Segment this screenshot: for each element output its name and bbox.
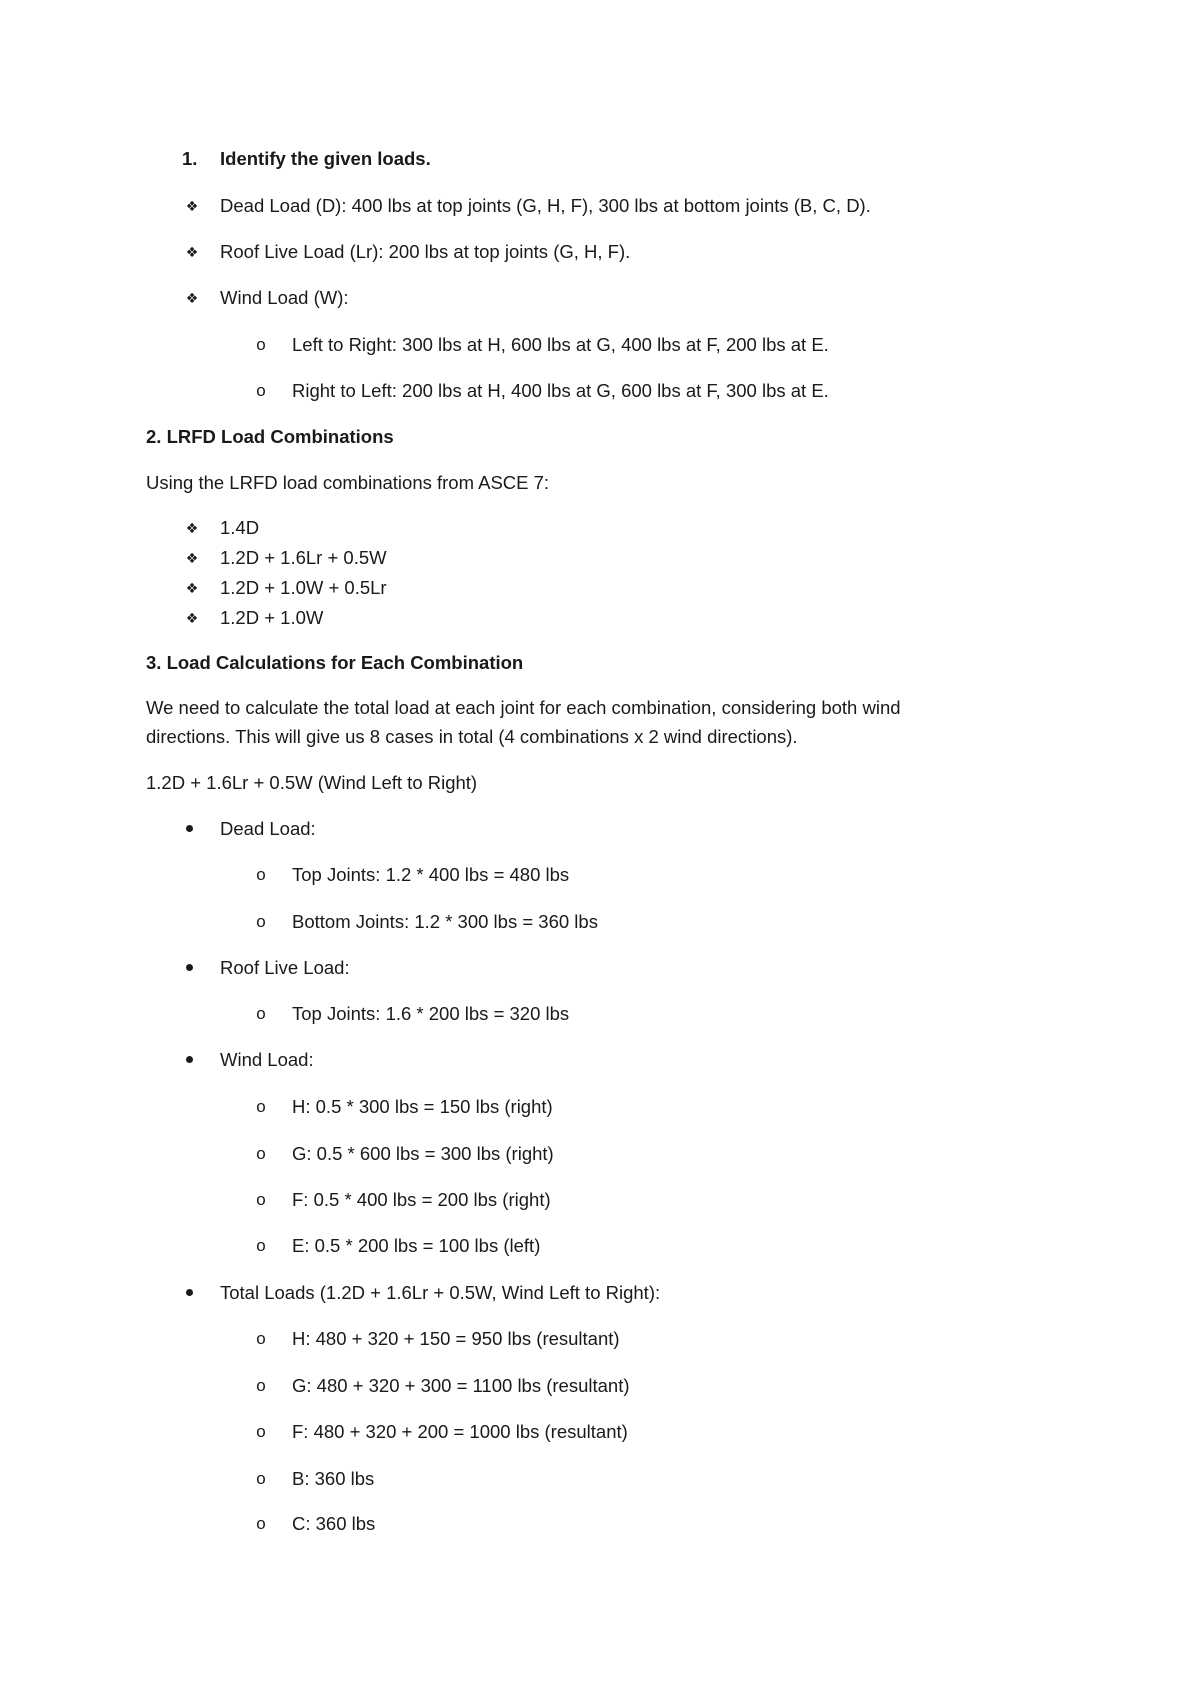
combination-item: 1.2D + 1.0W + 0.5Lr [220,577,387,598]
roof-live-load-label: Roof Live Load: [220,957,350,978]
bullet-dot-icon [186,1056,193,1063]
list-item: F: 480 + 320 + 200 = 1000 lbs (resultant) [292,1421,628,1442]
circle-bullet-icon: o [256,1097,266,1116]
list-item: H: 0.5 * 300 lbs = 150 lbs (right) [292,1096,553,1117]
list-item: Dead Load (D): 400 lbs at top joints (G, H, F), 300 lbs at bottom joints (B, C, D). [220,195,871,216]
diamond-bullet-icon: ❖ [185,520,199,536]
list-item: G: 480 + 320 + 300 = 1100 lbs (resultant) [292,1375,630,1396]
diamond-bullet-icon: ❖ [185,580,199,596]
circle-bullet-icon: o [256,1236,266,1255]
circle-bullet-icon: o [256,1422,266,1441]
circle-bullet-icon: o [256,865,266,884]
total-loads-label: Total Loads (1.2D + 1.6Lr + 0.5W, Wind Left to Right): [220,1282,661,1303]
circle-bullet-icon: o [256,1004,266,1023]
list-item: C: 360 lbs [292,1513,376,1534]
section3-paragraph-line2: directions. This will give us 8 cases in total (4 combinations x 2 wind directions). [146,726,798,747]
circle-bullet-icon: o [256,912,266,931]
section1-heading: Identify the given loads. [220,148,431,169]
bullet-dot-icon [186,825,193,832]
list-item: F: 0.5 * 400 lbs = 200 lbs (right) [292,1189,551,1210]
diamond-bullet-icon: ❖ [185,244,199,260]
circle-bullet-icon: o [256,1376,266,1395]
section2-heading: 2. LRFD Load Combinations [146,426,394,447]
circle-bullet-icon: o [256,1144,266,1163]
bullet-dot-icon [186,1289,193,1296]
list-item: E: 0.5 * 200 lbs = 100 lbs (left) [292,1235,541,1256]
list-item: Right to Left: 200 lbs at H, 400 lbs at G, 600 lbs at F, 300 lbs at E. [292,380,829,401]
case-title: 1.2D + 1.6Lr + 0.5W (Wind Left to Right) [146,772,478,793]
combination-item: 1.2D + 1.0W [220,607,324,628]
diamond-bullet-icon: ❖ [185,550,199,566]
diamond-bullet-icon: ❖ [185,290,199,306]
circle-bullet-icon: o [256,381,266,400]
circle-bullet-icon: o [256,1329,266,1348]
section3-heading: 3. Load Calculations for Each Combination [146,652,524,673]
circle-bullet-icon: o [256,1469,266,1488]
circle-bullet-icon: o [256,1190,266,1209]
list-item: G: 0.5 * 600 lbs = 300 lbs (right) [292,1143,554,1164]
list-item: Roof Live Load (Lr): 200 lbs at top joints (G, H, F). [220,241,631,262]
section2-intro: Using the LRFD load combinations from ASCE 7: [146,472,550,493]
list-item: Top Joints: 1.2 * 400 lbs = 480 lbs [292,864,570,885]
list-item: Wind Load (W): [220,287,349,308]
list-item: Left to Right: 300 lbs at H, 600 lbs at G, 400 lbs at F, 200 lbs at E. [292,334,829,355]
wind-load-label: Wind Load: [220,1049,314,1070]
section1-number: 1. [182,148,198,169]
list-item: H: 480 + 320 + 150 = 950 lbs (resultant) [292,1328,620,1349]
list-item: Bottom Joints: 1.2 * 300 lbs = 360 lbs [292,911,598,932]
combination-item: 1.2D + 1.6Lr + 0.5W [220,547,387,568]
circle-bullet-icon: o [256,1514,266,1533]
list-item: B: 360 lbs [292,1468,375,1489]
diamond-bullet-icon: ❖ [185,198,199,214]
bullet-dot-icon [186,964,193,971]
dead-load-label: Dead Load: [220,818,316,839]
diamond-bullet-icon: ❖ [185,610,199,626]
circle-bullet-icon: o [256,335,266,354]
section3-paragraph-line1: We need to calculate the total load at each joint for each combination, considering both wind [146,697,901,718]
list-item: Top Joints: 1.6 * 200 lbs = 320 lbs [292,1003,570,1024]
combination-item: 1.4D [220,517,260,538]
